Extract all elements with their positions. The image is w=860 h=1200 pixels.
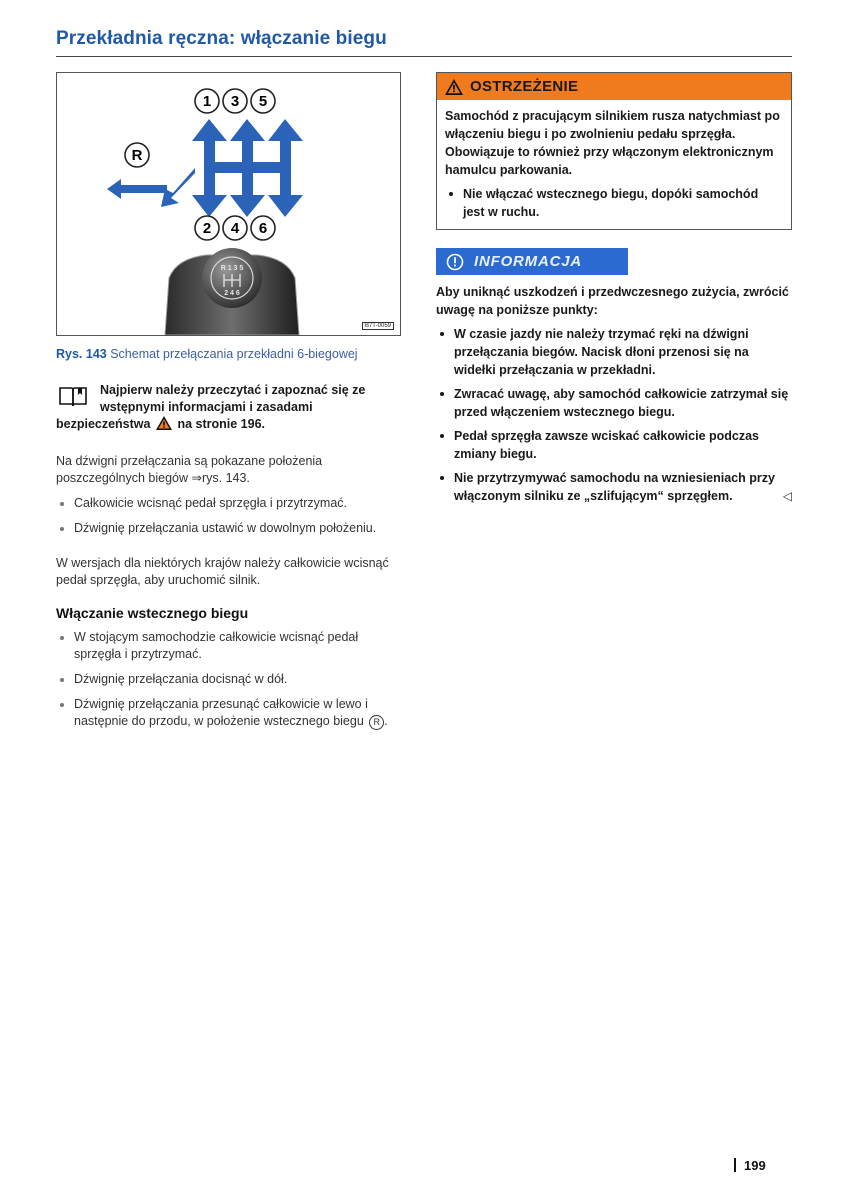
page-number-text: 199 [744,1158,766,1173]
reverse-symbol: R [369,715,384,730]
left-column [56,72,401,730]
info-title: INFORMACJA [474,253,582,270]
reverse-heading: Włączanie wstecznego biegu [56,605,249,621]
reverse-circle [125,143,149,167]
caption-label: Rys. 143 [56,347,107,361]
section-end-icon: ◁ [782,489,792,503]
list-item: Zwracać uwagę, aby samochód całkowicie zatrzymał się przed włączeniem wstecznego biegu. [436,385,792,421]
header-rule [56,56,792,57]
read-first-page-ref[interactable]: na stronie 196. [177,417,265,431]
list-item: W stojącym samochodzie całkowicie wcisnąć pedał sprzęgła i przytrzymać. [56,629,401,663]
list-item: Nie włączać wstecznego biegu, dopóki samochód jest w ruchu. [445,185,783,221]
country-note: W wersjach dla niektórych krajów należy całkowicie wcisnąć pedał sprzęgła, aby uruchomić silnik. [56,556,389,587]
shift-pattern-arrows [107,119,303,217]
list-item: W czasie jazdy nie należy trzymać ręki na dźwigni przełączania biegów. Nacisk dłoni przenosi się na widełki przełączania w przekładni. [436,325,792,379]
page-title: Przekładnia ręczna: włączanie biegu [56,28,387,49]
info-exclamation-icon [446,253,464,271]
warning-box [436,72,792,230]
shift-boot [165,248,299,335]
info-last-text: Nie przytrzymywać samochodu na wzniesieniach przy włączonym silniku ze „szlifującym“ sprzęgłem. [454,471,775,503]
warning-triangle-icon [445,79,463,95]
list-item: Dźwignię przełączania docisnąć w dół. [56,671,401,688]
warning-text: Samochód z pracującym silnikiem rusza natychmiast po włączeniu biegu i po zwolnieniu pedału sprzęgła. Obowiązuje to również przy włączonym elektronicznym hamulcu parkowania. [445,109,780,177]
read-first-text: Najpierw należy przeczytać i zapoznać się ze wstępnymi informacjami i zasadami bezpieczeństwa [56,383,366,431]
list-item: Dźwignię przełączania przesunąć całkowicie w lewo i następnie do przodu, w położenie wstecznego biegu R . [56,696,401,730]
gear-circles-top [195,89,275,113]
gear-4-label: 4 [230,220,240,237]
list-item: Dźwignię przełączania ustawić w dowolnym położeniu. [56,520,401,537]
warning-header [437,73,791,100]
gear-6-label: 6 [258,220,268,237]
read-first-note [56,382,401,433]
warning-title: OSTRZEŻENIE [470,78,579,95]
gear-5-label: 5 [258,93,268,110]
warning-body [437,100,791,229]
gear-3-label: 3 [230,93,240,110]
info-body [436,283,792,505]
list-item: Całkowicie wcisnąć pedał sprzęgła i przytrzymać. [56,495,401,512]
warning-triangle-icon [156,416,172,430]
list-item: Pedał sprzęgła zawsze wciskać całkowicie podczas zmiany biegu. [436,427,792,463]
gear-2-label: 2 [202,220,212,237]
gear-1-label: 1 [202,93,212,110]
reverse-last-text: Dźwignię przełączania przesunąć całkowicie w lewo i następnie do przodu, w położenie wstecznego biegu [74,697,368,728]
book-icon [58,384,88,408]
info-header [436,248,628,275]
list-item [436,469,792,505]
knob-bottom-label: 2 4 6 [224,290,240,297]
reverse-label: R [131,147,143,164]
page-number [734,1158,766,1173]
intro-paragraph: Na dźwigni przełączania są pokazane położenia poszczególnych biegów ⇒rys. 143. [56,454,323,485]
gear-shift-diagram [57,73,400,335]
page-number-bar [734,1158,736,1172]
gear-shift-figure [56,72,401,336]
figure-caption [56,346,401,362]
figure-code: B7T-0059 [362,322,394,330]
caption-text: Schemat przełączania przekładni 6-biegowej [110,347,358,361]
page-header [56,28,792,57]
right-column [436,72,792,505]
info-text: Aby uniknąć uszkodzeń i przedwczesnego zużycia, zwrócić uwagę na poniższe punkty: [436,285,789,317]
knob-top-label: R 1 3 5 [220,265,244,272]
gear-circles-bottom [195,216,275,240]
